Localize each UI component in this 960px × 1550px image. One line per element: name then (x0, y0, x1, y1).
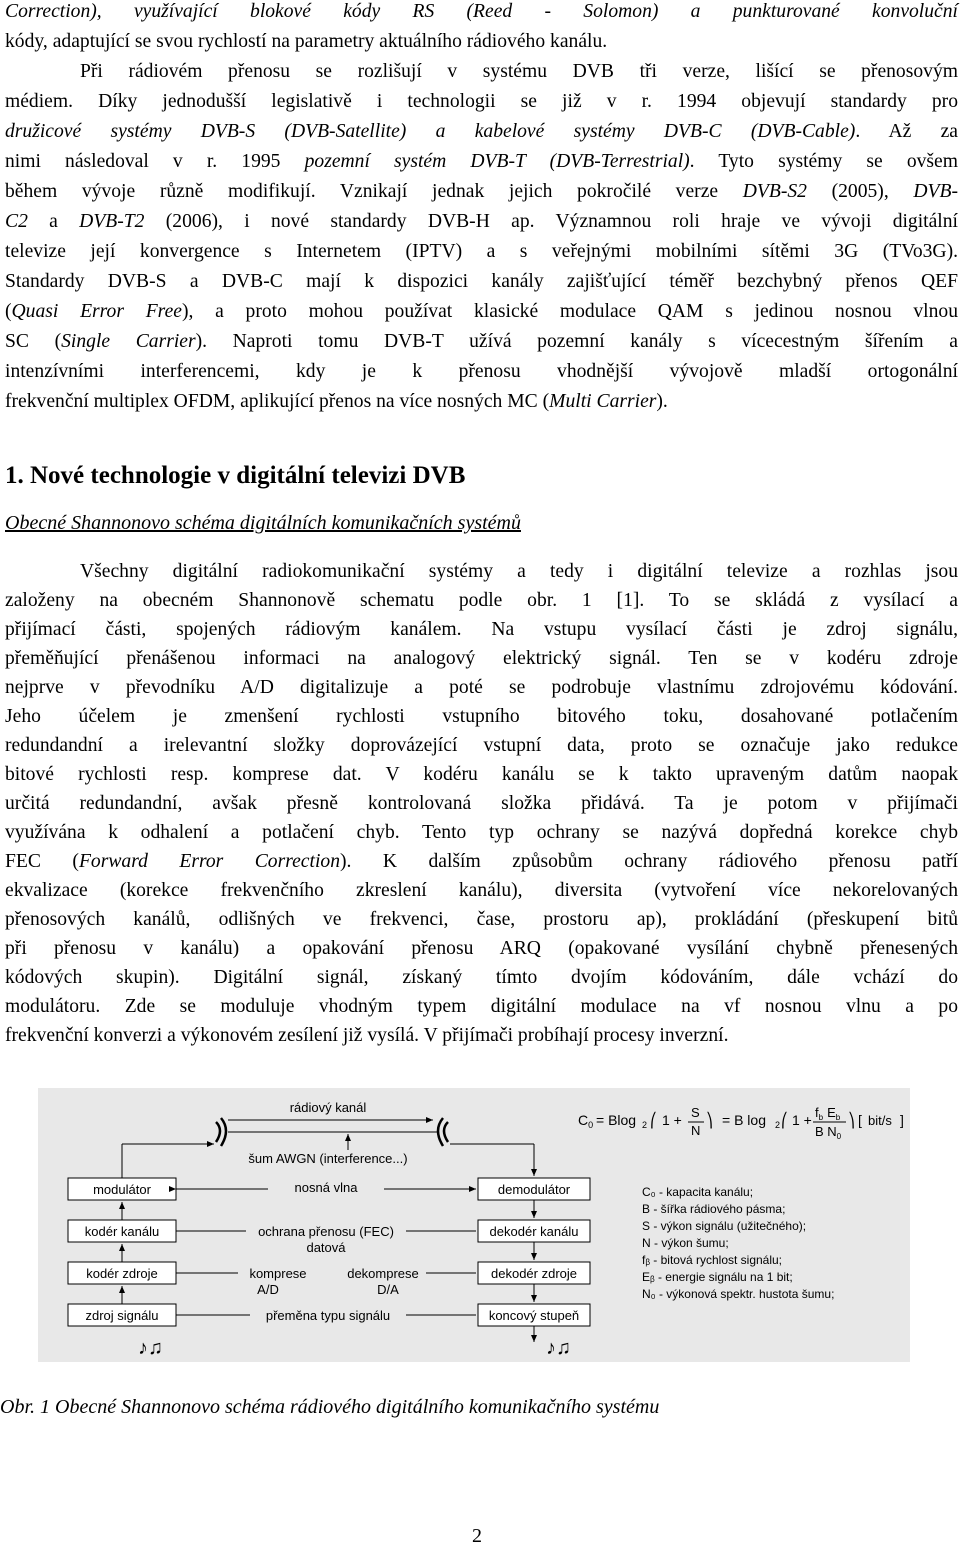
text-line: Standardy DVB-S a DVB-C mají k dispozici kanály zajišťující téměř bezchybný přenos QEF (5, 271, 958, 292)
compression-label: komprese (249, 1266, 307, 1281)
paren-close-2: ⎞ (848, 1112, 855, 1128)
music-note-source-icon: ♪♫ (138, 1337, 163, 1359)
bracket-open: [ (858, 1112, 862, 1128)
text-line: médiem. Díky jednodušší legislativě i technologii se již v r. 1994 objevují standardy pro (5, 91, 958, 112)
text-line: SC (Single Carrier). Naproti tomu DVB-T užívá pozemní kanály s vícecestným šířením a (5, 331, 958, 352)
text-line: nimi následoval v r. 1995 pozemní systém DVB-T (DVB-Terrestrial). Tyto systémy se ovšem (5, 151, 958, 172)
text-line: při přenosu v kanálu) a opakování přenosu ARQ (opakované vysílání chybně přenesených (5, 938, 958, 959)
svg-text:S: S (691, 1105, 700, 1120)
text-line: přijímací části, spojených rádiovým kanálem. Na vstupu vysílací části je zdroj signálu, (5, 619, 958, 640)
text-line: Všechny digitální radiokomunikační systémy a tedy i digitální televize a rozhlas jsou (80, 561, 958, 582)
text-line: kódových skupin). Digitální signál, získaný tímto dvojím kódováním, dále vchází do (5, 967, 958, 988)
svg-text:1 +: 1 + (662, 1112, 682, 1128)
text-line: během vývoje různě modifikují. Vznikají jednak jejich pokročilé verze DVB-S2 (2005), DVB- (5, 181, 958, 202)
svg-text:= B log: = B log (722, 1112, 766, 1128)
receiver-chain (450, 1144, 590, 1342)
svg-text:fᵦ - bitová rychlost signálu;: fᵦ - bitová rychlost signálu; (642, 1253, 783, 1267)
svg-text:modulátor: modulátor (93, 1182, 151, 1197)
bracket-close: ] (900, 1112, 904, 1128)
svg-text:= Blog: = Blog (596, 1112, 637, 1128)
rx-antenna-icon (444, 1122, 448, 1142)
svg-text:B - šířka rádiového pásma;: B - šířka rádiového pásma; (642, 1202, 786, 1216)
text-line: C2 a DVB-T2 (2006), i nové standardy DVB-H ap. Významnou roli hraje ve vývoji digitální (5, 211, 958, 232)
text-line: družicové systémy DVB-S (DVB-Satellite) a kabelové systémy DVB-C (DVB-Cable). Až za (5, 121, 958, 142)
svg-text:N - výkon šumu;: N - výkon šumu; (642, 1236, 729, 1250)
svg-text:kodér zdroje: kodér zdroje (86, 1266, 158, 1281)
page-number: 2 (472, 1525, 482, 1547)
svg-text:demodulátor: demodulátor (497, 1182, 571, 1197)
svg-text:koncový stupeň: koncový stupeň (488, 1308, 580, 1323)
paren-close: ⎞ (706, 1112, 713, 1128)
text-line: Correction), využívající blokové kódy RS (Reed - Solomon) a punkturované konvoluční (5, 1, 958, 22)
text-line: přenosových kanálů, odlišných ve frekvenci, čase, prostoru ap), prokládání (přeskupení bitů (5, 909, 958, 930)
svg-text:C₀ - kapacita kanálu;: C₀ - kapacita kanálu; (642, 1185, 754, 1199)
diagram-svg (38, 1088, 910, 1362)
text-line: kódy, adaptující se svou rychlostí na parametry aktuálního rádiového kanálu. (5, 31, 608, 52)
svg-text:fbEb: $f_b$ $E_b$ (815, 1105, 841, 1122)
noise-label: šum AWGN (interference...) (248, 1151, 408, 1166)
text-line: redundandní a irelevantní složky doprovázející vstupní data, proto se označuje jako redukce (5, 735, 958, 756)
text-line: modulátoru. Zde se moduluje vhodným typem digitální modulace na vf nosnou vlnu a po (5, 996, 958, 1017)
ad-label: A/D (257, 1282, 279, 1297)
svg-text:1 +: 1 + (792, 1112, 812, 1128)
text-line: frekvenční multiplex OFDM, aplikující přenos na více nosných MC (Multi Carrier). (5, 391, 668, 412)
section-heading: 1. Nové technologie v digitální televizi DVB (5, 462, 466, 489)
subsection-heading: Obecné Shannonovo schéma digitálních komunikačních systémů (5, 512, 521, 534)
text-line: ekvalizace (korekce frekvenčního zkreslení kanálu), diversita (vytvoření více nekorelovaných (5, 880, 958, 901)
text-line: (Quasi Error Free), a proto mohou používat klasické modulace QAM s jedinou nosnou vlnou (5, 301, 958, 322)
svg-text:zdroj signálu: zdroj signálu (85, 1308, 159, 1323)
svg-text:2: 2 (642, 1120, 648, 1130)
figure-caption: Obr. 1 Obecné Shannonovo schéma rádiového digitálního komunikačního systému (0, 1396, 660, 1418)
svg-text:2: 2 (775, 1120, 781, 1130)
svg-text:kodér kanálu: kodér kanálu (84, 1224, 160, 1239)
paren-open: ⎛ (650, 1112, 657, 1128)
paren-open-2: ⎛ (781, 1112, 788, 1128)
text-line: nejprve v převodníku A/D digitalizuje a poté se podrobuje vlastnímu zdrojovému kódování. (5, 677, 958, 698)
capacity-formula (578, 1105, 904, 1141)
svg-text:bit/s: bit/s (868, 1113, 892, 1128)
text-line: určitá redundandní, avšak přesně kontrolovaná složka přidává. Ta je potom v přijímači (5, 793, 958, 814)
symbol-legend (642, 1185, 834, 1301)
transmitter-chain (68, 1144, 214, 1326)
text-line: bitové rychlosti resp. komprese dat. V kodéru kanálu se k takto upraveným datům naopak (5, 764, 958, 785)
text-line: FEC (Forward Error Correction). K dalším způsobům ochrany rádiového přenosu patří (5, 851, 958, 872)
text-line: Při rádiovém přenosu se rozlišují v systému DVB tři verze, lišící se přenosovým (80, 61, 958, 82)
svg-text:B N0: B $N_0$ (815, 1124, 842, 1141)
svg-text:dekodér kanálu: dekodér kanálu (489, 1224, 579, 1239)
text-line: využívána k odhalení a potlačení chyb. Tento typ ochrany se nazývá dopředná korekce chyb (5, 822, 958, 843)
shannon-diagram (38, 1088, 910, 1362)
svg-text:dekodér zdroje: dekodér zdroje (491, 1266, 577, 1281)
tx-antenna-arc-icon (221, 1118, 226, 1146)
da-label: D/A (377, 1282, 399, 1297)
svg-text:C0: $C_0$ (578, 1112, 594, 1130)
fec-data-label: datová (306, 1240, 346, 1255)
signal-change-label: přeměna typu signálu (265, 1308, 391, 1323)
svg-text:S - výkon signálu (užitečného): S - výkon signálu (užitečného); (642, 1219, 807, 1233)
text-line: Jeho účelem je zmenšení rychlosti vstupního bitového toku, dosahované potlačením (5, 706, 958, 727)
carrier-label: nosná vlna (294, 1180, 358, 1195)
svg-text:Eᵦ - energie signálu na 1 bit;: Eᵦ - energie signálu na 1 bit; (642, 1270, 793, 1284)
text-line: založeny na obecném Shannonově schematu podle obr. 1 [1]. To se skládá z vysílací a (5, 590, 958, 611)
music-note-output-icon: ♪♫ (546, 1337, 571, 1359)
fec-label: ochrana přenosu (FEC) (258, 1224, 394, 1239)
svg-text:N: N (691, 1123, 701, 1138)
rx-antenna-arc-icon (438, 1118, 443, 1146)
svg-text:N₀ - výkonová spektr. hustota: N₀ - výkonová spektr. hustota šumu; (642, 1287, 835, 1301)
text-line: televize její konvergence s Internetem (IPTV) a s veřejnými mobilními sítěmi 3G (TVo3G). (5, 241, 958, 262)
decompression-label: dekomprese (347, 1266, 419, 1281)
radio-channel-label: rádiový kanál (289, 1100, 367, 1115)
tx-antenna-icon (216, 1122, 220, 1142)
text-line: přeměňující přenášenou informaci na analogový elektrický signál. Ten se v kodéru zdroje (5, 648, 958, 669)
text-line: intenzívními interferencemi, kdy je k přenosu vhodnější vývojově mladší ortogonální (5, 361, 958, 382)
text-line: frekvenční konverzi a výkonovém zesílení již vysílá. V přijímači probíhají procesy inverzní. (5, 1025, 729, 1046)
